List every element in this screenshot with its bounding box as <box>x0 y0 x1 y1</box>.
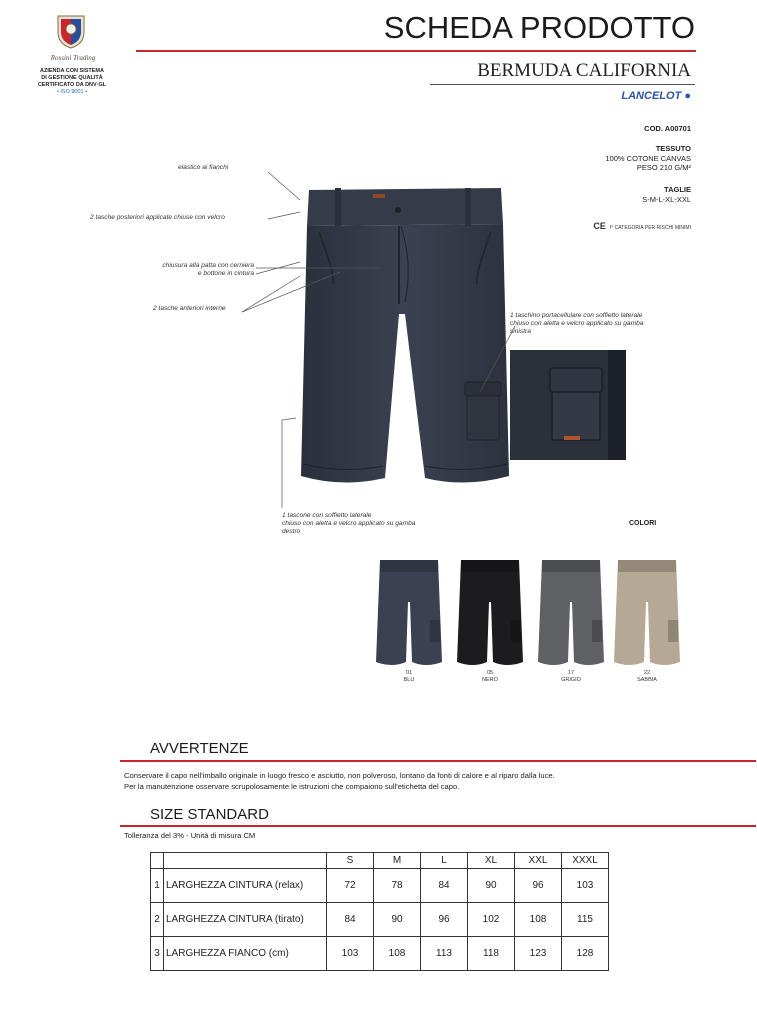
table-cell: 108 <box>515 903 562 937</box>
company-script-name: Rossini Trading <box>50 54 96 62</box>
table-cell: 84 <box>421 869 468 903</box>
warning-line: Conservare il capo nell'imballo originale in luogo fresco e asciutto, non polveroso, lontano da fonti di calore e al riparo dalla luce. <box>124 771 555 780</box>
size-column-header: S <box>327 853 374 869</box>
fabric-line: PESO 210 G/M² <box>636 163 691 172</box>
row-label: LARGHEZZA CINTURA (relax) <box>164 869 327 903</box>
size-divider <box>120 825 756 827</box>
table-cell: 103 <box>562 869 609 903</box>
colors-title: COLORI <box>629 520 657 527</box>
callout-fly: chiusura alla patta con cerniera e bottone in cintura <box>162 262 254 277</box>
table-cell: 78 <box>374 869 421 903</box>
size-table <box>150 852 609 971</box>
table-cell: 123 <box>515 937 562 971</box>
size-column-header: M <box>374 853 421 869</box>
warnings-divider <box>120 760 756 762</box>
ce-mark-icon: CE <box>593 221 606 231</box>
sizes-label: TAGLIE <box>664 185 691 194</box>
cert-line: AZIENDA CON SISTEMA <box>40 68 104 74</box>
color-code: 17 <box>567 670 575 676</box>
callout-front-pockets: 2 tasche anteriori interne <box>153 305 226 312</box>
color-name: BLU <box>403 676 415 683</box>
table-row <box>151 937 609 971</box>
table-cell: 90 <box>468 869 515 903</box>
color-code: 05 <box>486 670 494 676</box>
cert-line: DI GESTIONE QUALITÀ <box>41 75 103 81</box>
table-row <box>151 869 609 903</box>
table-cell: 96 <box>421 903 468 937</box>
warnings-text <box>124 770 744 792</box>
color-swatch-label <box>455 670 525 683</box>
row-index: 2 <box>151 903 164 937</box>
color-swatch-label <box>536 670 606 683</box>
color-code: 22 <box>643 670 651 676</box>
color-swatch-shorts <box>612 558 682 668</box>
color-name: NERO <box>482 676 498 683</box>
header-blank <box>151 853 164 869</box>
table-cell: 90 <box>374 903 421 937</box>
color-name: SABBIA <box>637 676 657 683</box>
brand-name: LANCELOT <box>621 90 682 102</box>
fabric-line: 100% COTONE CANVAS <box>605 153 691 163</box>
table-row <box>151 903 609 937</box>
callout-cargo-pocket: 1 tascone con soffietto laterale chiuso con aletta e velcro applicato su gamba destro <box>282 512 416 535</box>
size-column-header: XL <box>468 853 515 869</box>
cert-line: CERTIFICATO DA DNV·GL <box>37 82 107 88</box>
page-title: SCHEDA PRODOTTO <box>383 10 695 45</box>
callout-phone-pocket: 1 taschino portacellulare con soffietto laterale chiuso con aletta e velcro applicato su gamba sinistra <box>510 312 644 335</box>
size-column-header: XXXL <box>562 853 609 869</box>
row-label: LARGHEZZA CINTURA (tirato) <box>164 903 327 937</box>
row-index: 3 <box>151 937 164 971</box>
row-label: LARGHEZZA FIANCO (cm) <box>164 937 327 971</box>
color-name: GRIGIO <box>561 676 581 683</box>
row-index: 1 <box>151 869 164 903</box>
tolerance-note: Tolleranza del 3% - Unità di misura CM <box>124 831 256 840</box>
callout-elastic: elastico ai fianchi <box>178 164 229 171</box>
brand-dot-icon: ● <box>684 90 691 102</box>
header-blank <box>164 853 327 869</box>
table-cell: 108 <box>374 937 421 971</box>
table-cell: 84 <box>327 903 374 937</box>
color-swatch-label <box>612 670 682 683</box>
table-cell: 113 <box>421 937 468 971</box>
fabric-label: TESSUTO <box>655 144 691 153</box>
color-swatch-shorts <box>536 558 606 668</box>
table-cell: 72 <box>327 869 374 903</box>
product-code: COD. A00701 <box>644 124 691 133</box>
callout-back-pockets: 2 tasche posteriori applicate chiuse con velcro <box>90 214 225 221</box>
cert-iso: • ISO 9001 • <box>56 89 88 95</box>
sizes-value: S-M-L-XL-XXL <box>642 194 691 204</box>
color-swatch-shorts <box>374 558 444 668</box>
warnings-title: AVVERTENZE <box>150 740 249 757</box>
color-code: 01 <box>405 670 413 676</box>
table-cell: 96 <box>515 869 562 903</box>
table-cell: 128 <box>562 937 609 971</box>
color-swatch-shorts <box>455 558 525 668</box>
size-standard-title: SIZE STANDARD <box>150 806 269 823</box>
size-column-header: L <box>421 853 468 869</box>
size-column-header: XXL <box>515 853 562 869</box>
ce-text: I° CATEGORIA PER RISCHI MINIMI <box>609 225 691 231</box>
table-cell: 115 <box>562 903 609 937</box>
size-table-header <box>151 853 609 869</box>
warning-line: Per la manutenzione osservare scrupolosamente le istruzioni che compaiono sull'etichetta del capo. <box>124 782 460 791</box>
table-cell: 102 <box>468 903 515 937</box>
table-cell: 118 <box>468 937 515 971</box>
color-swatch-label <box>374 670 444 683</box>
table-cell: 103 <box>327 937 374 971</box>
product-name: BERMUDA CALIFORNIA <box>477 60 691 81</box>
